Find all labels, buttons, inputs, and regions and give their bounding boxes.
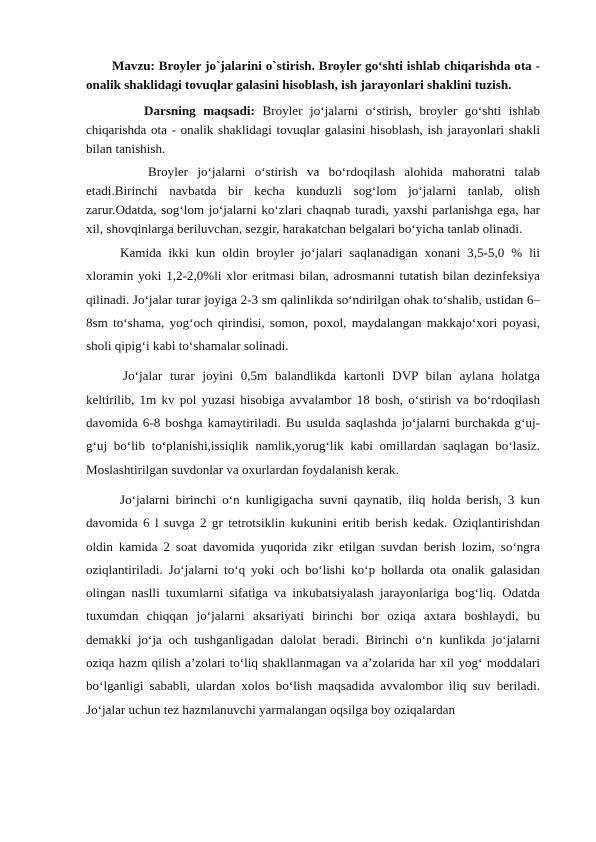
lesson-goal-text: Broyler jo‘jalarni o‘stirish, broyler go‘shti ishlab chiqarishda ota - onalik shaklidagi tovuqlar galasini hisoblash, ish jarayonlari shakli bilan tanishish. xyxy=(86,103,541,156)
paragraph-housing: Jo‘jalar turar joyini 0,5m balandlikda kartonli DVP bilan aylana holatga keltirilib, 1m kv pol yuzasi hisobiga avvalambor 18 bosh, o‘stirish va bo‘rdoqilash davomida 6-8 boshga kamaytiriladi. Bu usulda saqlashda jo‘jalarni burchakda g‘uj-g‘uj bo‘lib to‘planishi,issiqlik namlik,yorug‘lik kabi omillardan saqlagan bo‘lasiz. Moslashtirilgan suvdonlar va oxurlardan foydalanish kerak. xyxy=(86,368,540,477)
document-title: Mavzu: Broyler jo`jalarini o`stirish. Broyler go‘shti ishlab chiqarishda ota - onalik shaklidagi tovuqlar galasini hisoblash, ish jarayonlari shaklini tuzish. xyxy=(86,58,540,92)
lesson-goal xyxy=(86,101,540,158)
paragraph-disinfection: Kamida ikki kun oldin broyler jo‘jalari saqlanadigan xonani 3,5-5,0 % lii xloramin yoki 1,2-2,0%li xlor eritmasi bilan, adrosmanni tutatish bilan dezinfeksiya qilinadi. Jo‘jalar turar joyiga 2-3 sm qalinlikda so‘ndirilgan ohak to‘shalib, ustidan 6–8sm to‘shama, yog‘och qirindisi, somon, poxol, maydalangan makkajo‘xori poyasi, sholi qipig‘i kabi to‘shamalar solinadi. xyxy=(86,245,540,354)
paragraph-feeding: Jo‘jalarni birinchi o‘n kunligigacha suvni qaynatib, iliq holda berish, 3 kun davomida 6 l suvga 2 gr tetrotsiklin kukunini eritib berish kedak. Oziqlantirishdan oldin kamida 2 soat davomida yuqorida zikr etilgan suvdan berish lozim, so‘ngra oziqlantiriladi. Jo‘jalarni to‘q yoki och bo‘lishi ko‘p hollarda ota onalik galasidan olingan naslli tuxumlarni sifatiga va inkubatsiyalash jarayonlariga bog‘liq. Odatda tuxumdan chiqqan jo‘jalarni aksariyati birinchi bor oziqa axtara boshlaydi, bu demakki jo‘ja och tushganligadan dalolat beradi. Birinchi o‘n kunlikda jo‘jalarni oziqa hazm qilish a’zolari to‘liq shakllanmagan va a’zolarida har xil yog‘ moddalari bo‘lganligi sababli, ulardan xolos bo‘lish maqsadida avvalombor iliq suv beriladi. Jo‘jalar uchun tez hazmlanuvchi yarmalangan oqsilga boy oziqalardan xyxy=(86,491,540,717)
paragraph-chick-selection: Broyler jo‘jalarni o‘stirish va bo‘rdoqilash alohida mahoratni talab etadi.Birinchi navbatda bir kecha kunduzli sog‘lom jo‘jalarni tanlab, olish zarur.Odatda, sog‘lom jo‘jalarni ko‘zlari chaqnab turadi, yaxshi parlanishga ega, har xil, shovqinlarga beriluvchan, sezgir, harakatchan belgalari bo‘yicha tanlab olinadi. xyxy=(86,164,540,236)
lesson-goal-label: Darsning maqsadi: xyxy=(144,103,255,118)
